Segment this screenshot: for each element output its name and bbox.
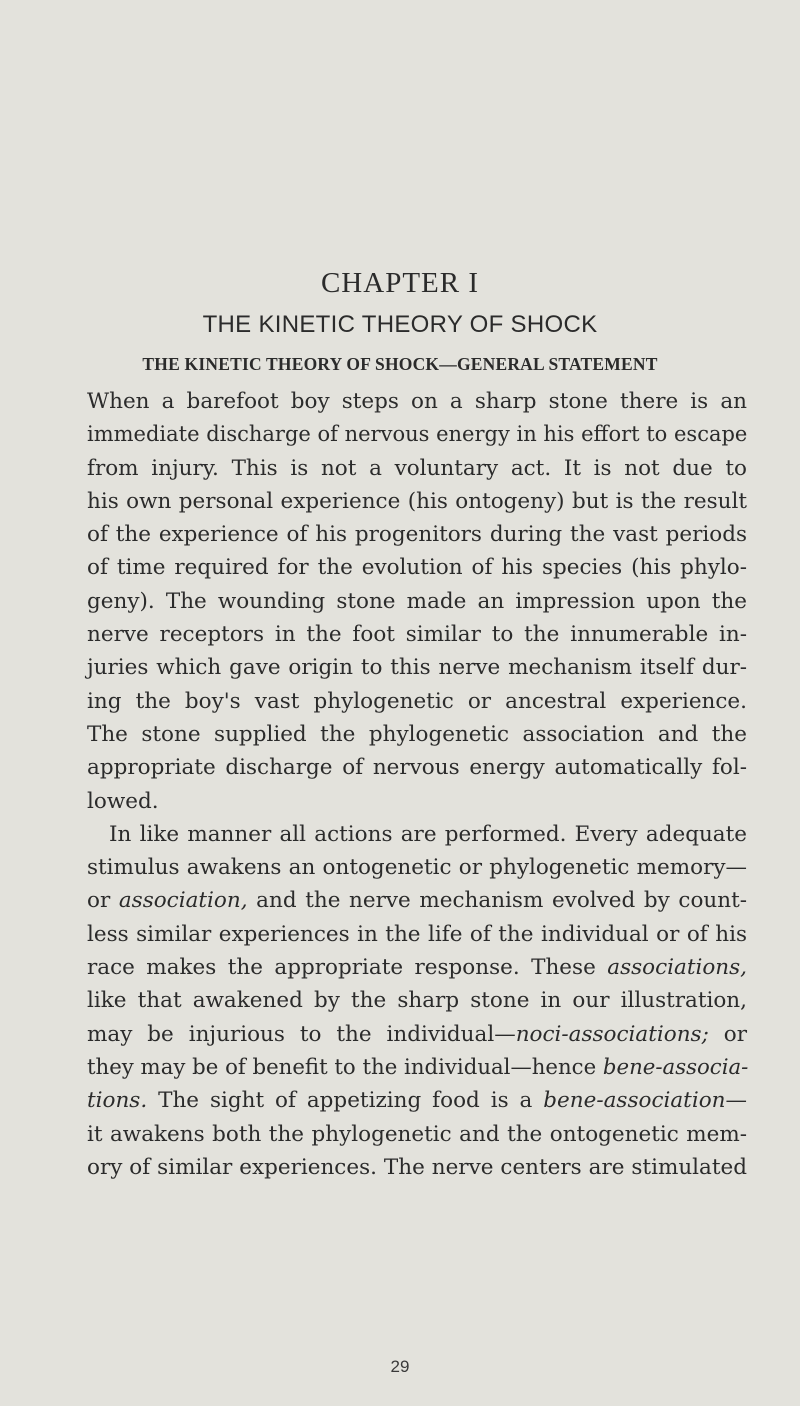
text-line: nerve receptors in the foot similar to the innumerable in- [87, 622, 747, 648]
text-line: juries which gave origin to this nerve mechanism itself dur- [87, 655, 747, 681]
text-line: of time required for the evolution of his species (his phylo- [87, 555, 747, 581]
text-run: or [708, 1021, 747, 1047]
text-run: or [87, 888, 119, 914]
italic-term: associations, [607, 955, 747, 981]
text-line [87, 1051, 747, 1084]
text-line: it awakens both the phylogenetic and the ontogenetic mem- [87, 1121, 747, 1147]
text-line: from injury. This is not a voluntary act. It is not due to [87, 455, 747, 481]
text-line: appropriate discharge of nervous energy automatically fol- [87, 755, 747, 781]
text-run: — [725, 1088, 747, 1114]
text-run: and the nerve mechanism evolved by count- [247, 888, 747, 914]
text-line [87, 1018, 747, 1051]
text-line: his own personal experience (his ontogeny) but is the result [87, 488, 747, 514]
text-line: immediate discharge of nervous energy in his effort to escape [87, 422, 748, 447]
italic-term: association, [118, 888, 248, 914]
italic-term: noci-associations; [515, 1021, 709, 1047]
italic-term: bene-association [543, 1088, 726, 1114]
section-heading: THE KINETIC THEORY OF SHOCK—GENERAL STATEMENT [142, 354, 658, 374]
page-number: 29 [390, 1357, 410, 1376]
text-line: When a barefoot boy steps on a sharp stone there is an [87, 389, 747, 414]
text-line: stimulus awakens an ontogenetic or phylogenetic memory— [87, 855, 747, 881]
text-run: may be injurious to the individual— [87, 1021, 516, 1047]
text-line: of the experience of his progenitors during the vast periods [87, 522, 747, 548]
italic-term: bene-associa- [602, 1054, 749, 1080]
body-text [87, 385, 747, 1184]
text-run: race makes the appropriate response. These [87, 955, 608, 981]
chapter-heading: CHAPTER I [320, 267, 480, 299]
text-line: less similar experiences in the life of the individual or of his [87, 921, 747, 947]
text-line [87, 884, 747, 917]
text-line: In like manner all actions are performed. Every adequate [109, 821, 747, 847]
text-line: ing the boy's vast phylogenetic or ancestral experience. [87, 688, 747, 714]
text-line [87, 951, 747, 984]
text-line: The stone supplied the phylogenetic association and the [87, 721, 747, 747]
text-run: they may be of benefit to the individual—hence [87, 1054, 603, 1080]
chapter-title: THE KINETIC THEORY OF SHOCK [202, 311, 598, 338]
text-line: geny). The wounding stone made an impression upon the [87, 588, 747, 614]
italic-term: tions. [87, 1088, 148, 1114]
text-line: lowed. [87, 788, 159, 814]
text-line: like that awakened by the sharp stone in our illustration, [87, 988, 747, 1014]
text-line [87, 1084, 747, 1117]
text-run: The sight of appetizing food is a [147, 1088, 544, 1114]
text-line: ory of similar experiences. The nerve centers are stimulated [87, 1154, 747, 1180]
